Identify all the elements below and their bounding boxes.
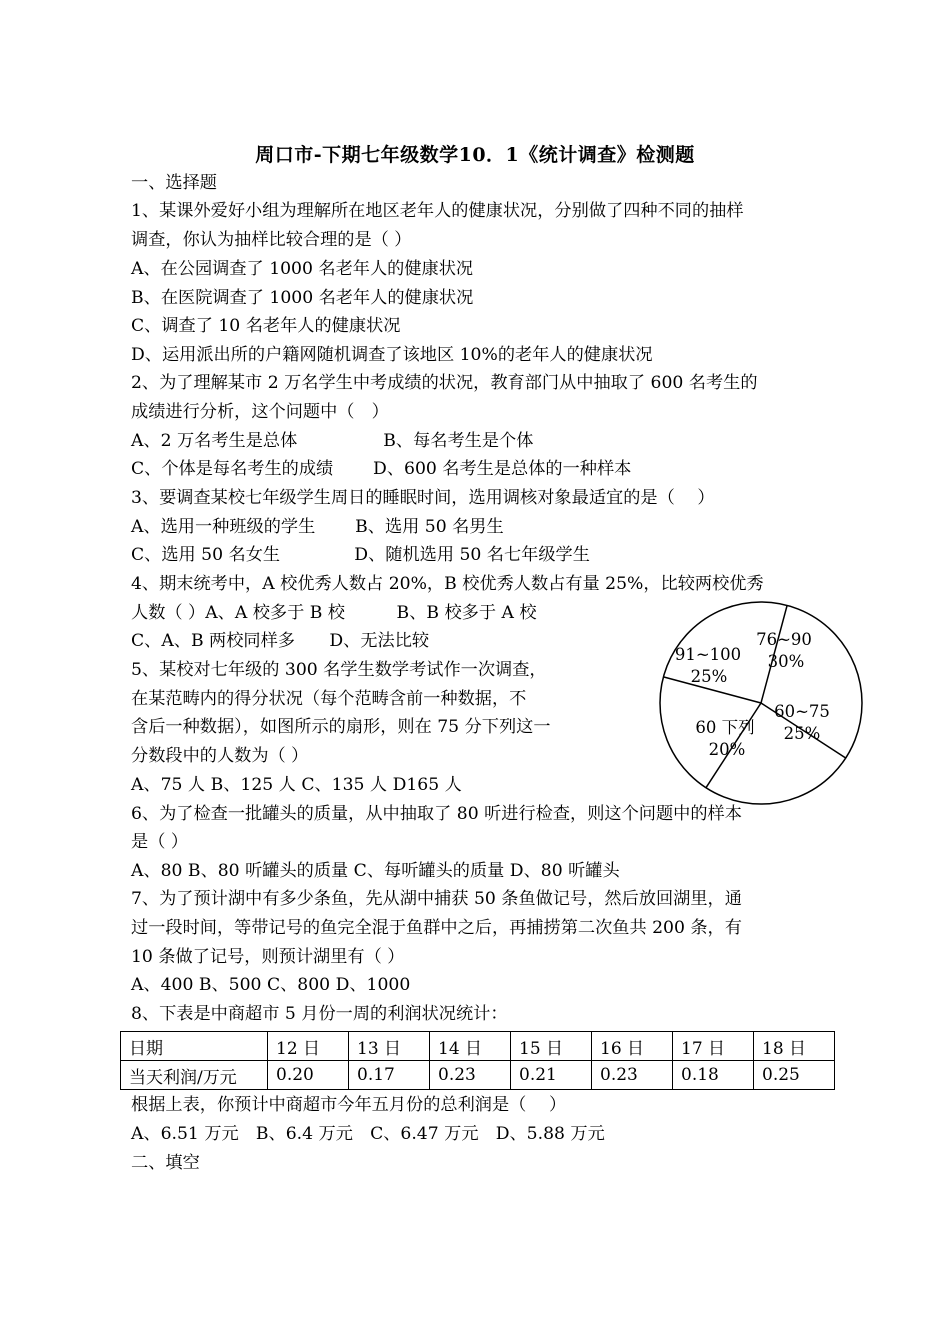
table-row [121,1061,835,1090]
answer-option: A、6.51 万元 B、6.4 万元 C、6.47 万元 D、5.88 万元 [131,1124,605,1144]
question-text: 2、为了理解某市 2 万名学生中考成绩的状况，教育部门从中抽取了 600 名考生的 [131,373,758,393]
table-row [121,1032,835,1061]
pie-label-range: 91~100 [674,645,742,664]
table-cell: 18 日 [754,1032,835,1061]
answer-option: C、调查了 10 名老年人的健康状况 [131,316,401,336]
answer-option: A、400 B、500 C、800 D、1000 [131,975,411,995]
table-cell: 12 日 [268,1032,349,1061]
pie-label-percent: 30% [767,652,805,671]
answer-option: C、个体是每名考生的成绩 D、600 名考生是总体的一种样本 [131,459,632,479]
answer-option: C、选用 50 名女生 D、随机选用 50 名七年级学生 [131,545,590,565]
answer-option: A、选用一种班级的学生 B、选用 50 名男生 [131,517,504,537]
table-cell: 16 日 [592,1032,673,1061]
table-cell: 0.23 [592,1061,673,1090]
table-cell: 0.17 [349,1061,430,1090]
question-text: 4、期末统考中，A 校优秀人数占 20%，B 校优秀人数占有量 25%，比较两校优秀 [131,574,764,594]
answer-option: C、A、B 两校同样多 D、无法比较 [131,631,430,651]
question-text: 过一段时间，等带记号的鱼完全混于鱼群中之后，再捕捞第二次鱼共 200 条，有 [131,918,742,938]
question-text: 6、为了检查一批罐头的质量，从中抽取了 80 听进行检查，则这个问题中的样本 [131,804,742,824]
question-text: 3、要调查某校七年级学生周日的睡眠时间，选用调核对象最适宜的是（ ） [131,488,715,508]
table-cell: 0.20 [268,1061,349,1090]
table-cell: 14 日 [430,1032,511,1061]
question-text: 人数（ ）A、A 校多于 B 校 B、B 校多于 A 校 [131,603,537,623]
question-text: 含后一种数据），如图所示的扇形，则在 75 分下列这一 [131,717,551,737]
question-text: 分数段中的人数为（ ） [131,746,309,766]
question-text: 是（ ） [131,832,189,852]
answer-option: D、运用派出所的户籍网随机调查了该地区 10%的老年人的健康状况 [131,345,653,365]
answer-option: A、75 人 B、125 人 C、135 人 D165 人 [131,775,462,795]
question-text: 10 条做了记号，则预计湖里有（ ） [131,947,405,967]
page-title: 周口市-下期七年级数学10．1《统计调查》检测题 [255,144,695,166]
question-text: 5、某校对七年级的 300 名学生数学考试作一次调查， [131,660,547,680]
pie-label-range: 60 下列 [695,718,755,737]
table-cell: 0.25 [754,1061,835,1090]
answer-option: B、在医院调查了 1000 名老年人的健康状况 [131,288,474,308]
answer-option: A、在公园调查了 1000 名老年人的健康状况 [131,259,474,279]
question-text: 8、下表是中商超市 5 月份一周的利润状况统计： [131,1004,508,1024]
question-text: 1、某课外爱好小组为理解所在地区老年人的健康状况，分别做了四种不同的抽样 [131,201,744,221]
question-text: 根据上表，你预计中商超市今年五月份的总利润是（ ） [131,1095,567,1115]
table-cell: 17 日 [673,1032,754,1061]
pie-label-range: 60~75 [774,702,830,721]
question-text: 7、为了预计湖中有多少条鱼，先从湖中捕获 50 条鱼做记号，然后放回湖里，通 [131,889,742,909]
pie-label-percent: 25% [690,667,728,686]
question-text: 调查，你认为抽样比较合理的是（ ） [131,230,412,250]
table-cell: 当天利润/万元 [121,1061,268,1090]
score-pie-chart [656,598,866,808]
answer-option: A、2 万名考生是总体 B、每名考生是个体 [131,431,534,451]
table-cell: 13 日 [349,1032,430,1061]
pie-label-range: 76~90 [756,630,812,649]
table-cell: 0.18 [673,1061,754,1090]
profit-table [120,1031,835,1090]
table-cell: 日期 [121,1032,268,1061]
table-cell: 15 日 [511,1032,592,1061]
section-heading: 二、填空 [131,1153,200,1173]
pie-label-percent: 20% [708,740,746,759]
question-text: 成绩进行分析，这个问题中（ ） [131,402,389,422]
section-heading: 一、选择题 [131,173,217,193]
pie-label-percent: 25% [783,724,821,743]
table-cell: 0.23 [430,1061,511,1090]
answer-option: A、80 B、80 听罐头的质量 C、每听罐头的质量 D、80 听罐头 [131,861,620,881]
question-text: 在某范畴内的得分状况（每个范畴含前一种数据，不 [131,689,527,709]
table-cell: 0.21 [511,1061,592,1090]
